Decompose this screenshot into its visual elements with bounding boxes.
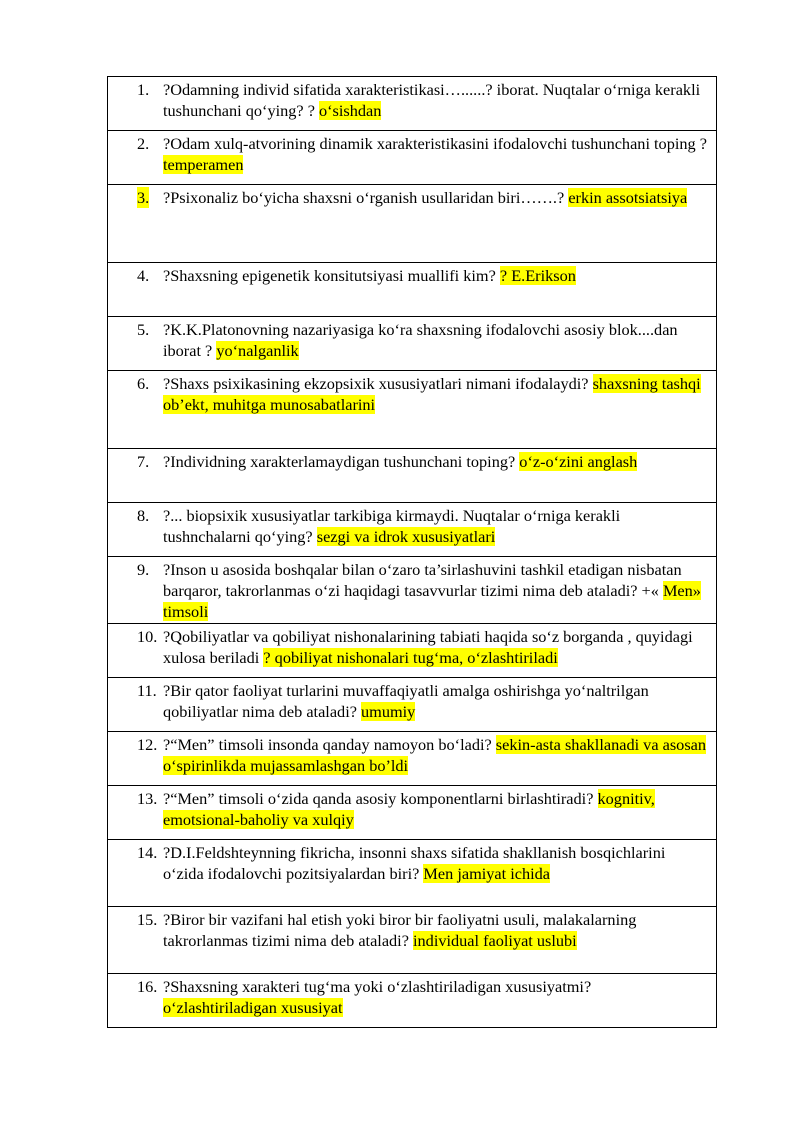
question-row [108, 624, 717, 678]
question-row [108, 449, 717, 503]
answer-text: shaxsning tashqi ob’ekt, muhitga munosabatlarini [163, 374, 701, 414]
question-number: 3. [137, 188, 150, 207]
question-text: ?Odamning individ sifatida xarakteristikasi…......? iborat. Nuqtalar o‘rniga kerakli tushunchani qo‘ying? ? [163, 80, 701, 120]
question-text: ?K.K.Platonovning nazariyasiga ko‘ra shaxsning ifodalovchi asosiy blok....dan iborat ? [163, 320, 678, 360]
answer-text: erkin assotsiatsiya [568, 188, 688, 207]
question-cell [108, 786, 717, 840]
question-text: ?Odam xulq-atvorining dinamik xarakteristikasini ifodalovchi tushunchani toping ? [163, 134, 707, 153]
question-text: ?Shaxsning xarakteri tug‘ma yoki o‘zlashtiriladigan xususiyatmi? [163, 977, 592, 996]
question-row [108, 974, 717, 1028]
question-cell [108, 624, 717, 678]
question-text: ?D.I.Feldshteynning fikricha, insonni shaxs sifatida shakllanish bosqichlarini o‘zida ifodalovchi pozitsiyalardan biri? [163, 843, 666, 883]
question-cell [108, 840, 717, 907]
question-number: 8. [137, 506, 150, 525]
question-row [108, 77, 717, 131]
answer-text: umumiy [361, 702, 416, 721]
question-number: 2. [137, 134, 150, 153]
question-text: ?Qobiliyatlar va qobiliyat nishonalarining tabiati haqida so‘z borganda , quyidagi xulosa beriladi [163, 627, 693, 667]
answer-text: ? E.Erikson [499, 266, 576, 285]
answer-text: o‘zlashtiriladigan xususiyat [163, 998, 343, 1017]
answer-text: yo‘nalganlik [216, 341, 299, 360]
question-text: ?Shaxsning epigenetik konsitutsiyasi muallifi kim? [163, 266, 496, 285]
question-table [107, 76, 717, 1028]
question-row [108, 557, 717, 624]
question-number: 7. [137, 452, 150, 471]
answer-text: ? qobiliyat nishonalari tug‘ma, o‘zlashtiriladi [263, 648, 558, 667]
question-row [108, 732, 717, 786]
question-row [108, 840, 717, 907]
question-text: ?Bir qator faoliyat turlarini muvaffaqiyatli amalga oshirishga yo‘naltrilgan qobiliyatlar nima deb ataladi? [163, 681, 649, 721]
question-row [108, 786, 717, 840]
question-cell [108, 732, 717, 786]
question-number: 12. [137, 735, 158, 754]
question-number: 16. [137, 977, 158, 996]
question-cell [108, 77, 717, 131]
question-number: 14. [137, 843, 158, 862]
question-number: 13. [137, 789, 158, 808]
question-number: 10. [137, 627, 158, 646]
question-number: 4. [137, 266, 150, 285]
question-cell [108, 317, 717, 371]
question-cell [108, 907, 717, 974]
question-text: ?“Men” timsoli insonda qanday namoyon bo‘ladi? [163, 735, 492, 754]
answer-text: temperamen [163, 155, 244, 174]
question-row [108, 317, 717, 371]
question-cell [108, 557, 717, 624]
question-number: 9. [137, 560, 150, 579]
question-text: ?“Men” timsoli o‘zida qanda asosiy komponentlarni birlashtiradi? [163, 789, 594, 808]
question-text: ?... biopsixik xususiyatlar tarkibiga kirmaydi. Nuqtalar o‘rniga kerakli tushnchalarni qo‘ying? [163, 506, 621, 546]
question-text: ?Biror bir vazifani hal etish yoki biror bir faoliyatni usuli, malakalarning takrorlanmas tizimi nima deb ataladi? [163, 910, 637, 950]
question-cell [108, 131, 717, 185]
question-cell [108, 974, 717, 1028]
question-number: 11. [137, 681, 157, 700]
answer-text: kognitiv, emotsional-baholiy va xulqiy [163, 789, 655, 829]
question-number: 15. [137, 910, 158, 929]
answer-text: Men» timsoli [163, 581, 701, 621]
answer-text: sekin-asta shakllanadi va asosan o‘spirinlikda mujassamlashgan bo’ldi [163, 735, 707, 775]
answer-text: individual faoliyat uslubi [413, 931, 577, 950]
question-row [108, 678, 717, 732]
question-row [108, 371, 717, 449]
question-text: ?Inson u asosida boshqalar bilan o‘zaro ta’sirlashuvini tashkil etadigan nisbatan barqaror, takrorlanmas o‘zi haqidagi tasavvurlar tizimi nima deb ataladi? +« [163, 560, 682, 600]
question-cell [108, 263, 717, 317]
question-row [108, 185, 717, 263]
question-row [108, 503, 717, 557]
question-number: 5. [137, 320, 150, 339]
question-row [108, 907, 717, 974]
question-cell [108, 678, 717, 732]
question-cell [108, 503, 717, 557]
answer-text: sezgi va idrok xususiyatlari [316, 527, 496, 546]
question-cell [108, 449, 717, 503]
question-number: 1. [137, 80, 150, 99]
question-text: ?Shaxs psixikasining ekzopsixik xususiyatlari nimani ifodalaydi? [163, 374, 589, 393]
question-text: ?Psixonaliz bo‘yicha shaxsni o‘rganish usullaridan biri…….? [163, 188, 565, 207]
question-cell [108, 371, 717, 449]
question-row [108, 263, 717, 317]
question-number: 6. [137, 374, 150, 393]
question-cell [108, 185, 717, 263]
answer-text: o‘sishdan [319, 101, 382, 120]
answer-text: Men jamiyat ichida [423, 864, 551, 883]
question-row [108, 131, 717, 185]
answer-text: o‘z-o‘zini anglash [519, 452, 638, 471]
question-text: ?Individning xarakterlamaydigan tushunchani toping? [163, 452, 516, 471]
